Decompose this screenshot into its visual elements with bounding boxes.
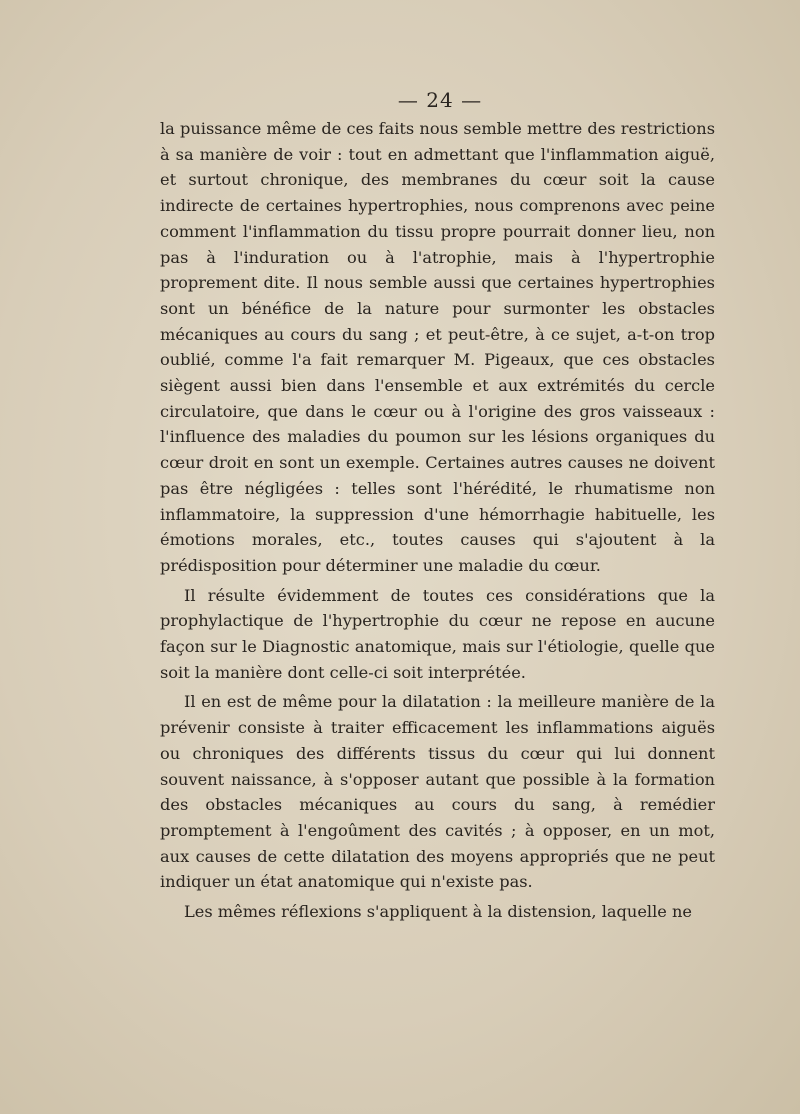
body-text (160, 116, 715, 925)
paragraph-4: Les mêmes réflexions s'appliquent à la distension, laquelle ne (184, 902, 693, 922)
paragraph-2: Il résulte évidemment de toutes ces considérations que la prophylactique de l'hypertrophie du cœur ne repose en aucune façon sur le Diagnostic anatomique, mais sur l'étiologie, quelle que soit la manière dont celle-ci soit interprétée. (160, 585, 715, 682)
paragraph-1: la puissance même de ces faits nous semble mettre des restrictions à sa manière de voir : tout en admettant que l'inflammation aiguë, et surtout chronique, des membranes du cœur soit la cause indirecte de certaines hypertrophies, nous comprenons avec peine comment l'inflammation du tissu propre pourrait donner lieu, non pas à l'induration ou à l'atrophie, mais à l'hypertrophie proprement dite. Il nous semble aussi que certaines hypertrophies sont un bénéfice de la nature pour surmonter les obstacles mécaniques au cours du sang ; et peut-être, à ce sujet, a-t-on trop oublié, comme l'a fait remarquer M. Pigeaux, que ces obstacles siègent aussi bien dans l'ensemble et aux extrémités du cercle circulatoire, que dans le cœur ou à l'origine des gros vaisseaux : l'influence des maladies du poumon sur les lésions organiques du cœur droit en sont un exemple. Certaines autres causes ne doivent pas être négligées : telles sont l'hérédité, le rhumatisme non inflammatoire, la suppression d'une hémorrhagie habituelle, les émotions morales, etc., toutes causes qui s'ajoutent à la prédisposition pour déterminer une maladie du cœur. (160, 119, 716, 575)
page-number: — 24 — (397, 88, 483, 112)
paragraph-3: Il en est de même pour la dilatation : la meilleure manière de la prévenir consiste à traiter efficacement les inflammations aiguës ou chroniques des différents tissus du cœur qui lui donnent souvent naissance, à s'opposer autant que possible à la formation des obstacles mécaniques au cours du sang, à remédier promptement à l'engoûment des cavités ; à opposer, en un mot, aux causes de cette dilatation des moyens appropriés que ne peut indiquer un état anatomique qui n'existe pas. (160, 692, 715, 892)
